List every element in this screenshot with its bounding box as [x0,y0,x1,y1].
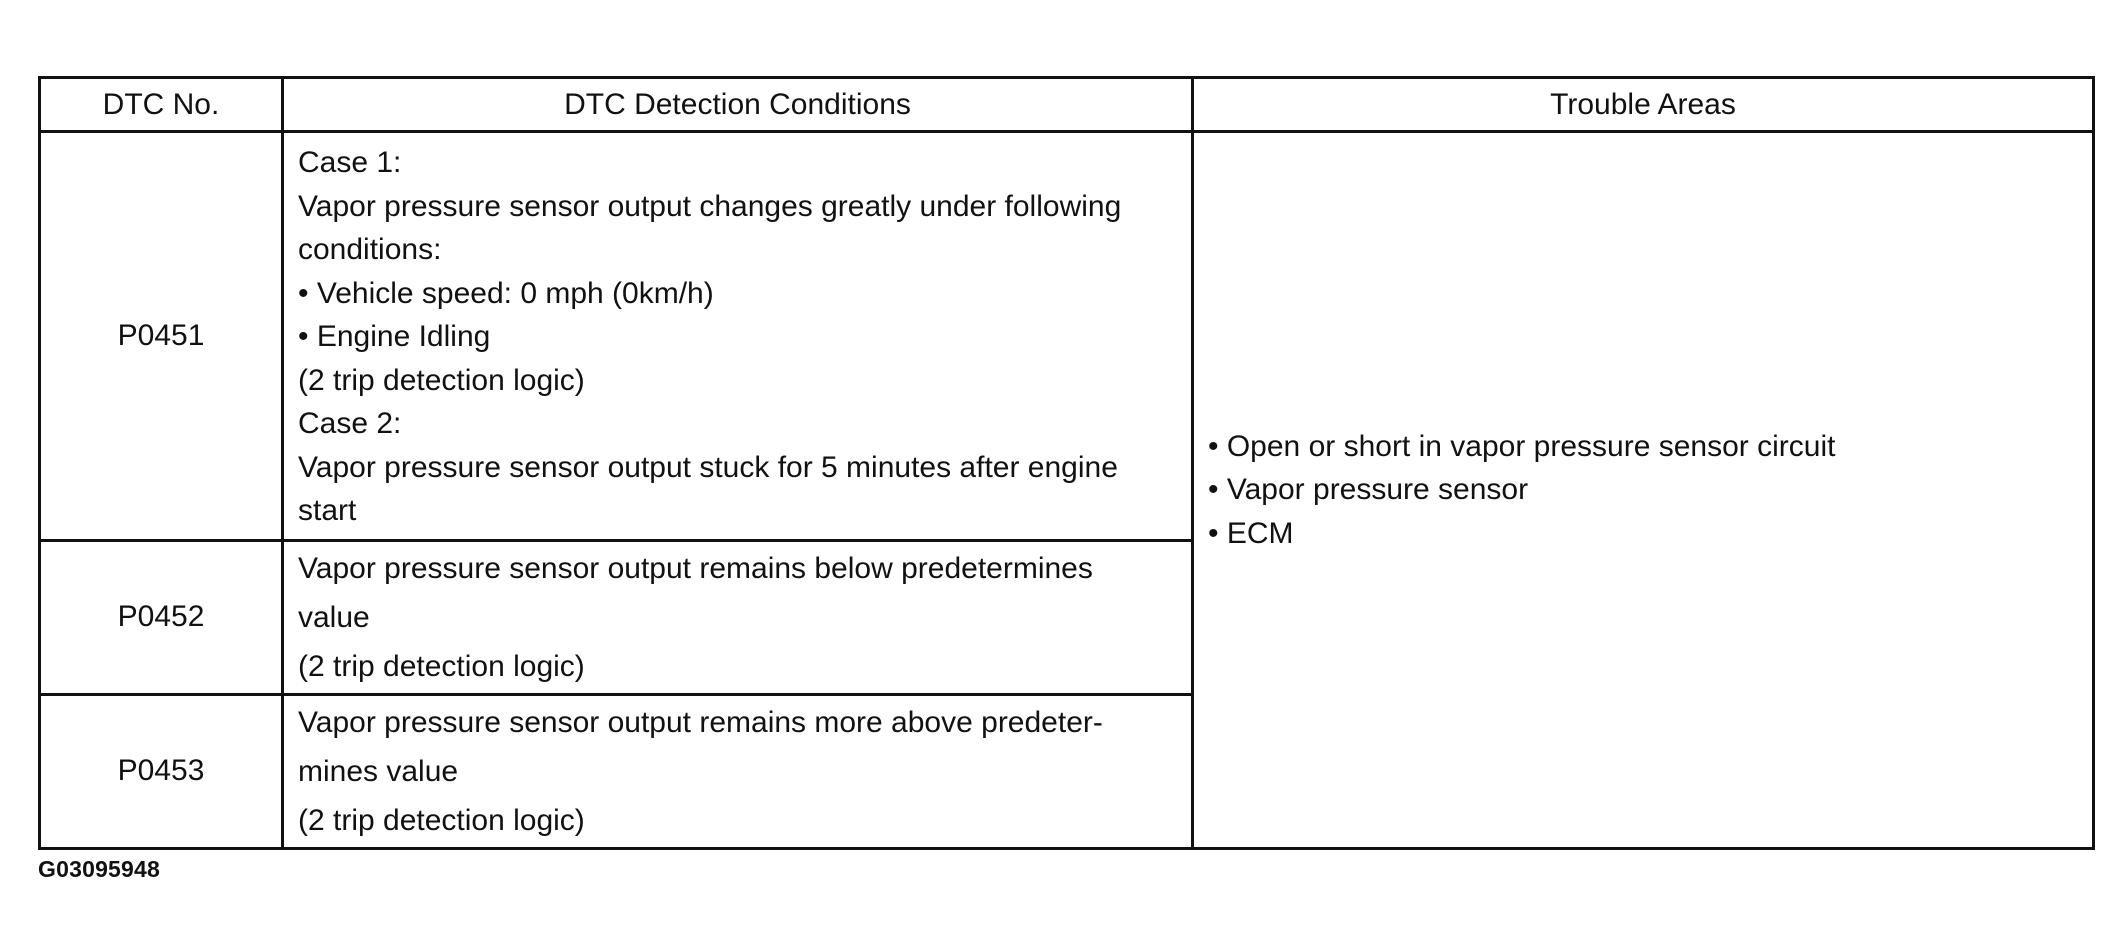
figure-id: G03095948 [38,856,161,882]
dtc-code: P0452 [40,540,283,694]
condition-line: Case 2: [298,407,402,440]
dtc-code: P0453 [40,694,283,848]
trouble-area-item: • Open or short in vapor pressure sensor circuit [1208,425,2078,469]
condition-line: start [298,494,357,527]
dtc-code: P0451 [40,132,283,541]
detection-conditions-cell [283,132,1193,541]
condition-bullet: • Engine Idling [298,315,1177,359]
table-row [40,132,2094,541]
condition-line: Vapor pressure sensor output remains more above predeter- [298,705,1103,739]
condition-line: mines value [298,754,459,788]
header-detection-conditions: DTC Detection Conditions [283,78,1193,132]
condition-bullet: • Vehicle speed: 0 mph (0km/h) [298,272,1177,316]
trouble-area-item: • ECM [1208,512,2078,556]
condition-line: Case 1: [298,146,402,179]
detection-conditions-cell [283,694,1193,848]
header-dtc-no: DTC No. [40,78,283,132]
condition-line: Vapor pressure sensor output remains below predetermines [298,551,1093,585]
condition-line: conditions: [298,233,442,266]
condition-line: (2 trip detection logic) [298,803,585,837]
trouble-area-item: • Vapor pressure sensor [1208,468,2078,512]
condition-line: (2 trip detection logic) [298,649,585,683]
dtc-table [38,76,2095,850]
condition-line: Vapor pressure sensor output changes greatly under following [298,189,1122,223]
condition-line: value [298,600,370,634]
detection-conditions-cell [283,540,1193,694]
trouble-areas-cell [1193,132,2094,849]
header-trouble-areas: Trouble Areas [1193,78,2094,132]
condition-line: (2 trip detection logic) [298,363,585,397]
condition-line: Vapor pressure sensor output stuck for 5 minutes after engine [298,450,1118,484]
header-row [40,78,2094,132]
